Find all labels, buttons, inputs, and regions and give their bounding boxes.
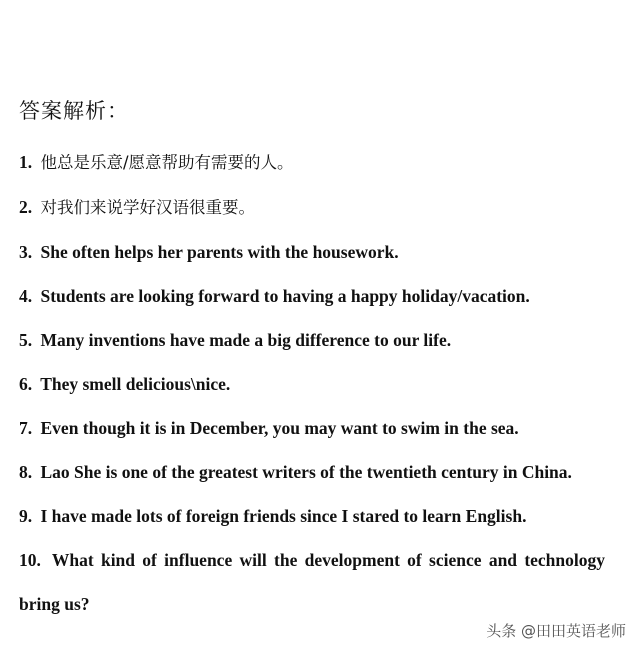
answer-number: 2. <box>19 197 33 217</box>
answer-item <box>19 185 605 230</box>
answer-item <box>19 230 605 274</box>
answer-text: She often helps her parents with the housework. <box>40 242 399 262</box>
answer-number: 7. <box>19 418 33 438</box>
answer-item <box>19 140 605 185</box>
answer-item <box>19 494 605 538</box>
answer-item <box>19 538 605 626</box>
answer-heading: 答案解析： <box>19 99 129 123</box>
answer-number: 8. <box>19 462 33 482</box>
answer-text: 他总是乐意/愿意帮助有需要的人。 <box>40 153 294 172</box>
answer-number: 9. <box>19 506 33 526</box>
answer-item <box>19 274 605 318</box>
answer-item <box>19 450 605 494</box>
answer-number: 6. <box>19 374 33 394</box>
answer-list <box>19 140 605 626</box>
answer-text: Lao She is one of the greatest writers of the twentieth century in China. <box>40 462 572 482</box>
answer-number: 4. <box>19 286 33 306</box>
answer-text: 对我们来说学好汉语很重要。 <box>40 198 255 217</box>
answer-item <box>19 362 605 406</box>
answer-number: 3. <box>19 242 33 262</box>
answer-text: Even though it is in December, you may want to swim in the sea. <box>40 418 519 438</box>
answer-text: I have made lots of foreign friends since I stared to learn English. <box>40 506 527 526</box>
answer-text: What kind of influence will the development of science and technology bring us? <box>19 550 606 614</box>
answer-text: Students are looking forward to having a happy holiday/vacation. <box>40 286 530 306</box>
answer-item <box>19 318 605 362</box>
answer-item <box>19 406 605 450</box>
answer-number: 5. <box>19 330 33 350</box>
answer-document <box>19 96 605 626</box>
answer-number: 1. <box>19 152 33 172</box>
answer-number: 10. <box>19 550 41 570</box>
answer-text: They smell delicious\nice. <box>40 374 231 394</box>
watermark: 头条 @田田英语老师 <box>486 622 626 640</box>
answer-text: Many inventions have made a big difference to our life. <box>40 330 452 350</box>
